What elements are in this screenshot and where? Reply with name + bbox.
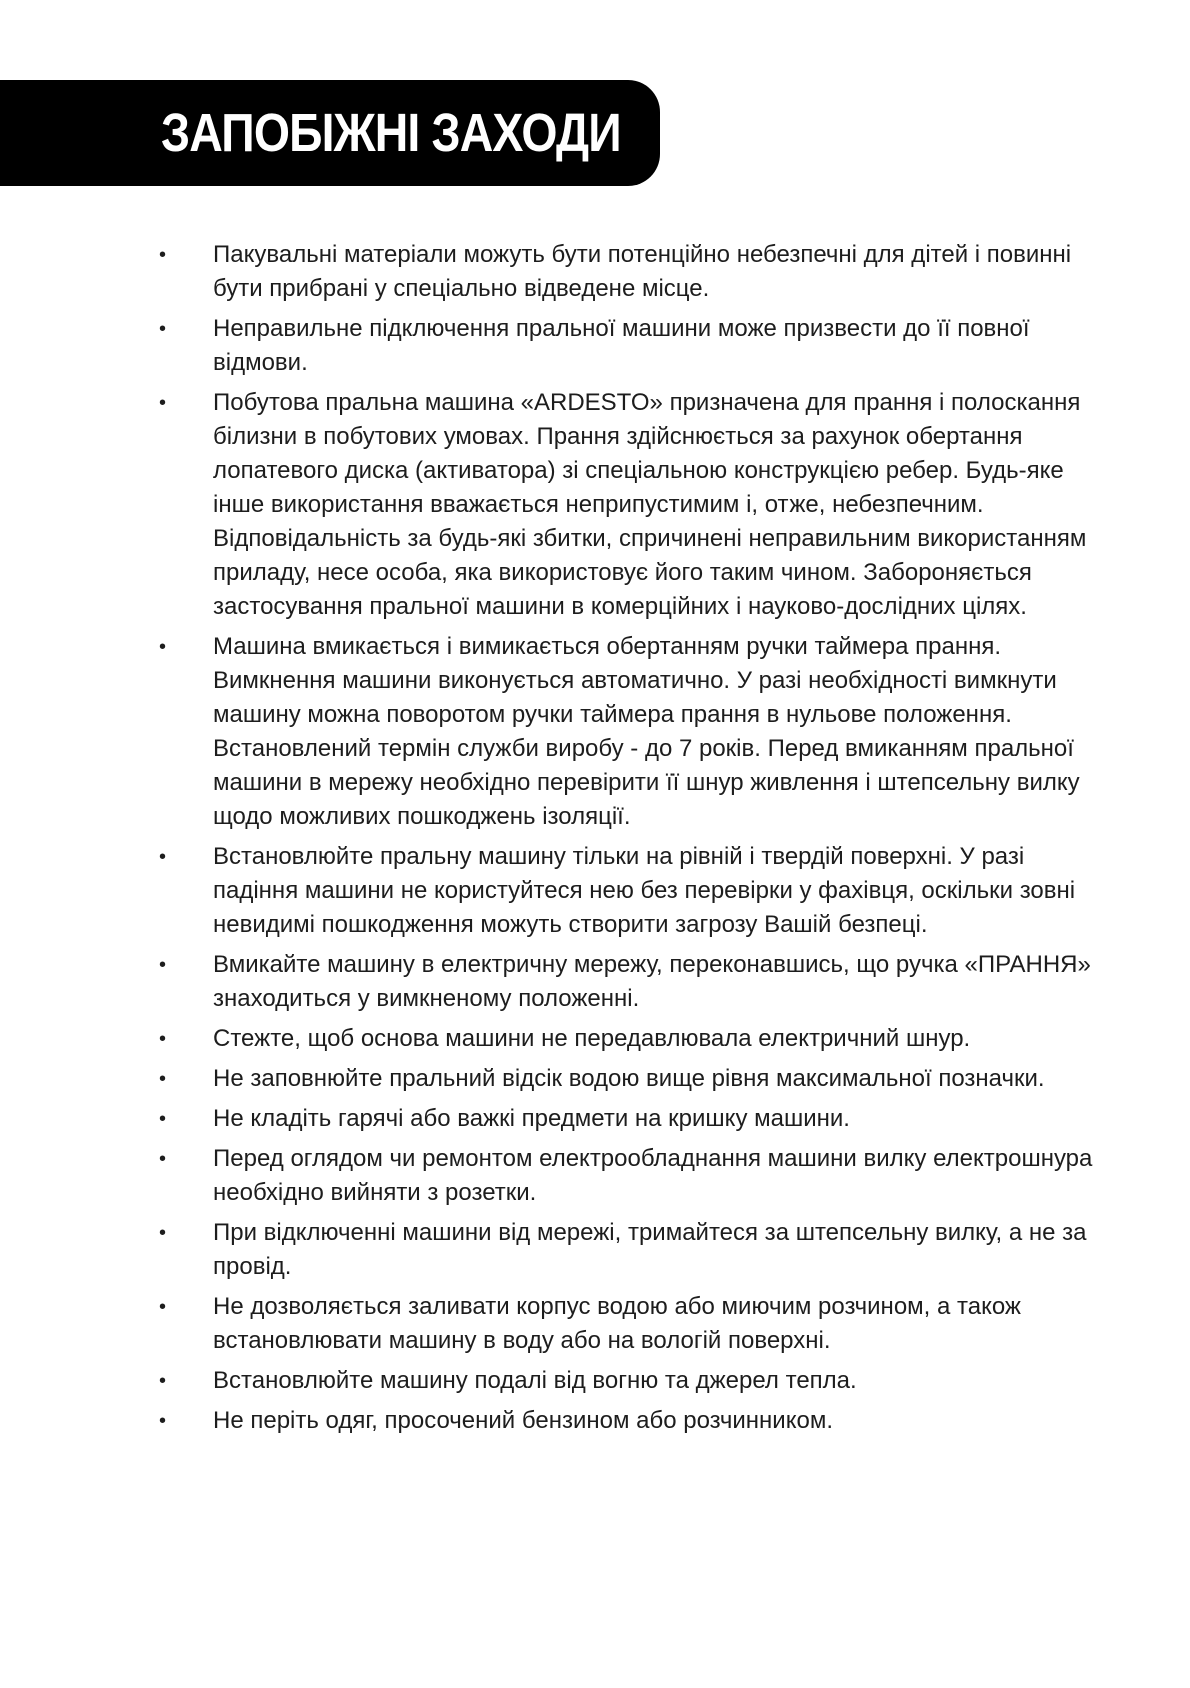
list-item-text: При відключенні машини від мережі, тримайтеся за штепсельну вилку, а не за провід. <box>213 1219 1087 1280</box>
bullet-icon: • <box>159 318 167 340</box>
list-item <box>155 840 1115 942</box>
header-banner <box>0 80 660 186</box>
bullet-icon: • <box>159 846 167 868</box>
list-item <box>155 1102 1115 1136</box>
list-item <box>155 1216 1115 1284</box>
list-item-text: Не кладіть гарячі або важкі предмети на кришку машини. <box>213 1105 850 1132</box>
list-item-text: Побутова пральна машина «ARDESTO» призначена для прання і полоскання білизни в побутових умовах. Прання здійснюється за рахунок обертання лопатевого диска (активатора) зі спеціальною конструкцією ребер. Будь-яке інше використання вважається неприпустимим і, отже, небезпечним. Відповідальність за будь-які збитки, спричинені неправильним використанням приладу, несе особа, яка використовує його таким чином. Забороняється застосування пральної машини в комерційних і науково-дослідних цілях. <box>213 389 1087 620</box>
bullet-icon: • <box>159 636 167 658</box>
list-item <box>155 630 1115 834</box>
page-title: ЗАПОБІЖНІ ЗАХОДИ <box>161 103 621 163</box>
bullet-icon: • <box>159 244 167 266</box>
list-item <box>155 1290 1115 1358</box>
safety-list <box>155 238 1115 1438</box>
list-item <box>155 386 1115 624</box>
list-item-text: Не дозволяється заливати корпус водою або миючим розчином, а також встановлювати машину в воду або на вологій поверхні. <box>213 1293 1021 1354</box>
safety-content <box>155 238 1115 1444</box>
bullet-icon: • <box>159 1108 167 1130</box>
bullet-icon: • <box>159 1148 167 1170</box>
list-item <box>155 1022 1115 1056</box>
bullet-icon: • <box>159 1370 167 1392</box>
bullet-icon: • <box>159 1222 167 1244</box>
list-item <box>155 948 1115 1016</box>
list-item <box>155 238 1115 306</box>
list-item <box>155 1142 1115 1210</box>
list-item-text: Не заповнюйте пральний відсік водою вище рівня максимальної позначки. <box>213 1065 1045 1092</box>
bullet-icon: • <box>159 392 167 414</box>
list-item <box>155 312 1115 380</box>
bullet-icon: • <box>159 1028 167 1050</box>
list-item-text: Стежте, щоб основа машини не передавлювала електричний шнур. <box>213 1025 971 1052</box>
bullet-icon: • <box>159 1296 167 1318</box>
list-item-text: Пакувальні матеріали можуть бути потенційно небезпечні для дітей і повинні бути прибрані у спеціально відведене місце. <box>213 241 1072 302</box>
bullet-icon: • <box>159 1410 167 1432</box>
list-item-text: Не періть одяг, просочений бензином або розчинником. <box>213 1407 833 1434</box>
bullet-icon: • <box>159 1068 167 1090</box>
list-item <box>155 1404 1115 1438</box>
list-item-text: Перед оглядом чи ремонтом електрообладнання машини вилку електрошнура необхідно вийняти з розетки. <box>213 1145 1093 1206</box>
list-item <box>155 1364 1115 1398</box>
list-item-text: Неправильне підключення пральної машини може призвести до її повної відмови. <box>213 315 1030 376</box>
list-item <box>155 1062 1115 1096</box>
bullet-icon: • <box>159 954 167 976</box>
list-item-text: Встановлюйте машину подалі від вогню та джерел тепла. <box>213 1367 857 1394</box>
list-item-text: Встановлюйте пральну машину тільки на рівній і твердій поверхні. У разі падіння машини не користуйтеся нею без перевірки у фахівця, оскільки зовні невидимі пошкодження можуть створити загрозу Вашій безпеці. <box>213 843 1076 938</box>
list-item-text: Вмикайте машину в електричну мережу, переконавшись, що ручка «ПРАННЯ» знаходиться у вимкненому положенні. <box>213 951 1091 1012</box>
list-item-text: Машина вмикається і вимикається обертанням ручки таймера прання. Вимкнення машини виконується автоматично. У разі необхідності вимкнути машину можна поворотом ручки таймера прання в нульове положення. Встановлений термін служби виробу - до 7 років. Перед вмиканням пральної машини в мережу необхідно перевірити її шнур живлення і штепсельну вилку щодо можливих пошкоджень ізоляції. <box>213 633 1080 830</box>
